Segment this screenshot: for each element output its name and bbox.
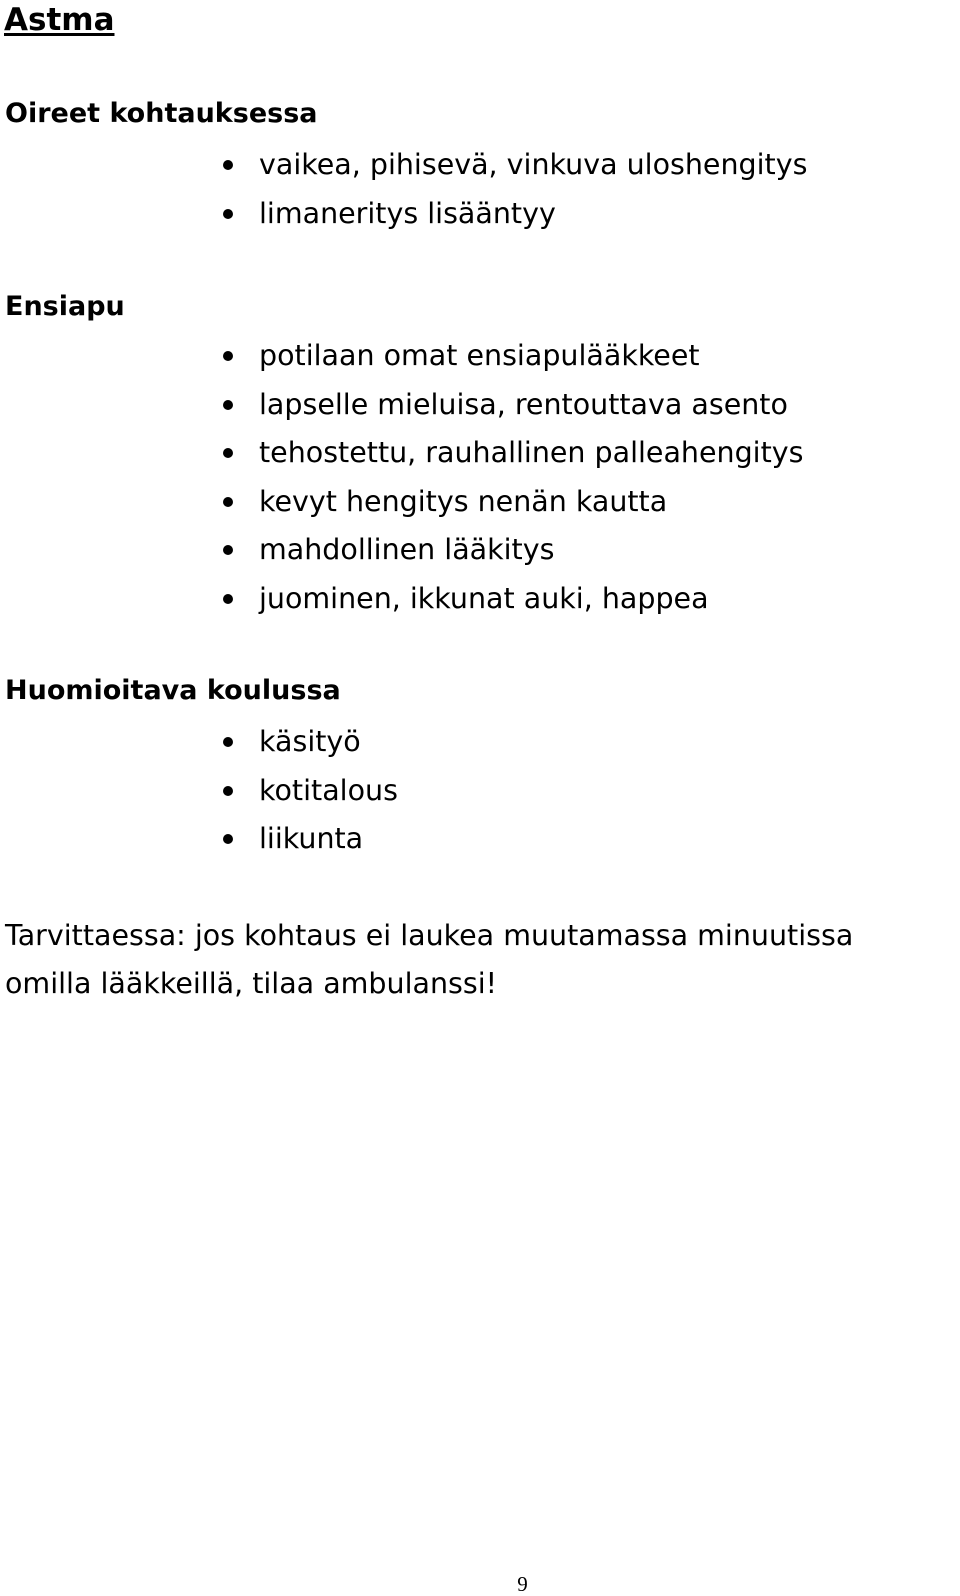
note-line-1: Tarvittaessa: jos kohtaus ei laukea muutamassa minuutissa (5, 919, 854, 952)
list-item-text: kevyt hengitys nenän kautta (259, 484, 668, 518)
bullet-icon (223, 594, 233, 604)
bullet-icon (223, 786, 233, 796)
list-item-text: vaikea, pihisevä, vinkuva uloshengitys (259, 148, 808, 181)
bullet-icon (223, 497, 233, 507)
emergency-note (5, 912, 853, 1008)
list-item (0, 429, 804, 478)
list-item (0, 526, 804, 575)
list-item (0, 575, 804, 624)
list-item-text: liikunta (259, 822, 364, 855)
note-line-2: omilla lääkkeillä, tilaa ambulanssi! (5, 967, 498, 1000)
list-item-text: kotitalous (259, 773, 398, 807)
section-heading-symptoms: Oireet kohtauksessa (5, 98, 318, 129)
list-item-text: juominen, ikkunat auki, happea (259, 581, 709, 615)
bullet-icon (223, 834, 233, 844)
list-item (0, 478, 804, 527)
list-item (0, 815, 398, 864)
section-heading-first-aid: Ensiapu (5, 291, 125, 322)
list-item-text: limaneritys lisääntyy (259, 196, 556, 230)
bullet-icon (223, 160, 233, 170)
first-aid-list (0, 332, 804, 623)
section-heading-school: Huomioitava koulussa (5, 675, 341, 706)
bullet-icon (223, 737, 233, 747)
bullet-icon (223, 351, 233, 361)
list-item (0, 381, 804, 430)
symptoms-list (0, 141, 807, 238)
bullet-icon (223, 448, 233, 458)
list-item-text: tehostettu, rauhallinen palleahengitys (259, 436, 804, 469)
list-item-text: käsityö (259, 725, 361, 758)
school-list (0, 718, 398, 864)
list-item-text: lapselle mieluisa, rentouttava asento (259, 387, 788, 421)
bullet-icon (223, 209, 233, 219)
page-title: Astma (4, 2, 115, 38)
list-item-text: mahdollinen lääkitys (259, 533, 555, 566)
list-item (0, 332, 804, 381)
list-item (0, 141, 807, 190)
bullet-icon (223, 545, 233, 555)
bullet-icon (223, 400, 233, 410)
list-item (0, 718, 398, 767)
page-number: 9 (517, 1572, 528, 1596)
list-item-text: potilaan omat ensiapulääkkeet (259, 339, 700, 372)
list-item (0, 767, 398, 816)
list-item (0, 190, 807, 239)
